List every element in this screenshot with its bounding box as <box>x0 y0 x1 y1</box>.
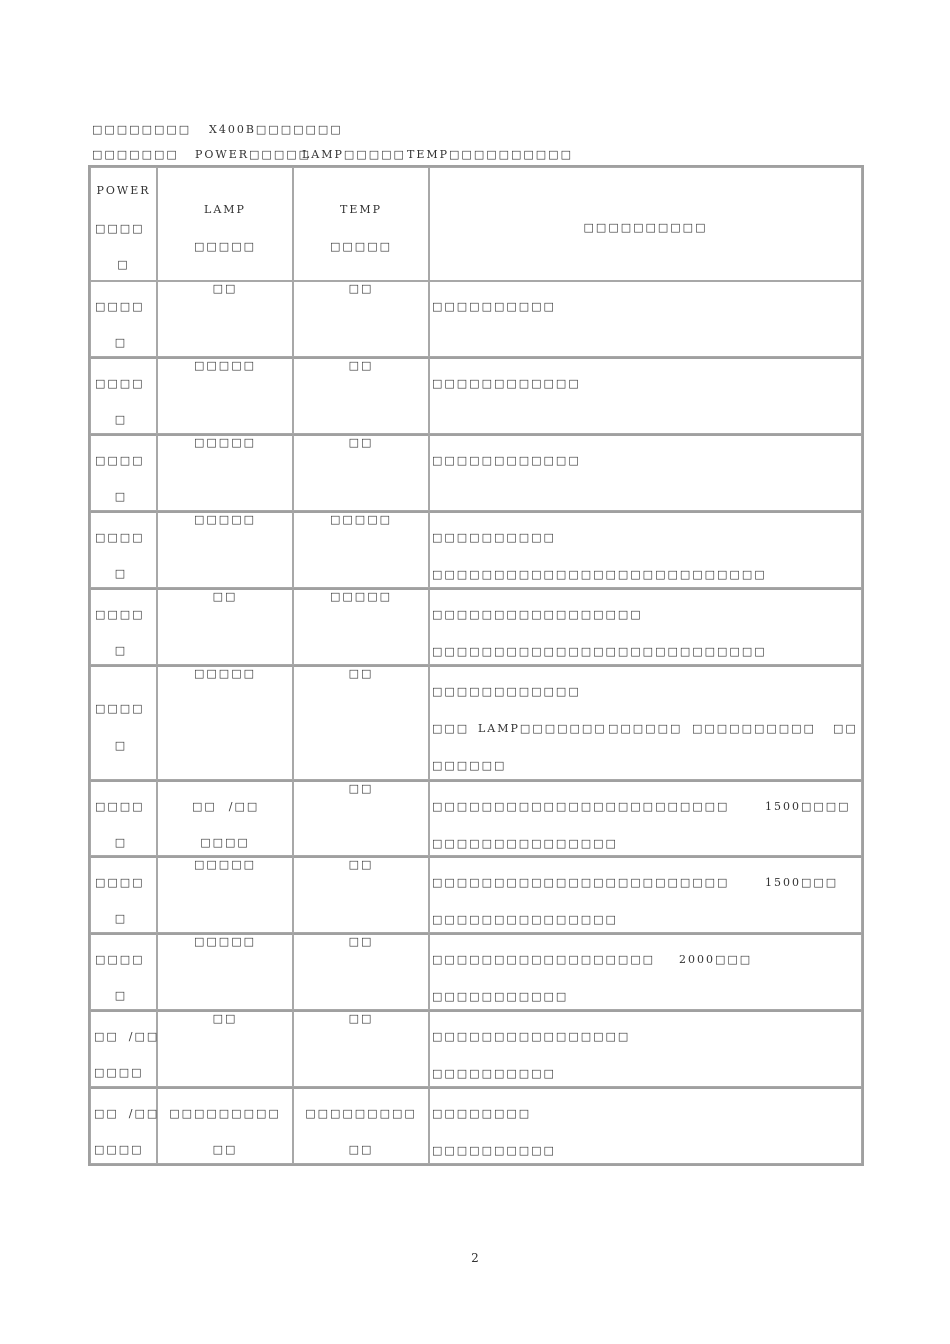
table-row <box>90 281 862 357</box>
power-status-end: □ <box>114 413 128 426</box>
page-number: 2 <box>471 1251 479 1265</box>
header-power-label: POWER <box>96 184 151 197</box>
power-status-end: □□□□ <box>94 1143 144 1156</box>
description-line-2: □□□□□□□□□□□ <box>432 990 569 1003</box>
description-line-1-hours: 2000□□□ <box>679 953 753 966</box>
description-line-1: □□□□□□□□□□□□□□□□□□□□□□□□ <box>432 876 730 889</box>
description-line-1: □□□□□□□□□□□□□□□□ <box>432 1030 631 1043</box>
description-line-2: □□□□□□□□□□□□□□□□□□□□□□□□□□□ <box>432 645 767 658</box>
temp-status: □□ <box>348 858 374 871</box>
description-line-2: □□□□□□□□□□□□□□□ <box>432 837 618 850</box>
power-status-sep: /□□ <box>128 1107 160 1120</box>
description-line-1-hours: 1500□□□□ <box>765 800 851 813</box>
header-line-2-lamp: LAMP□□□□□ <box>302 148 406 161</box>
header-line-2-text-a: □□□□□□□ <box>92 148 179 161</box>
header-lamp-sub: □□□□□ <box>194 240 256 253</box>
header-temp-cell <box>293 167 429 281</box>
header-power-sub2: □ <box>117 258 130 271</box>
table-row <box>90 780 862 856</box>
temp-status: □□ <box>348 935 374 948</box>
header-line-2-power: POWER□□□□□ <box>195 148 312 161</box>
power-status <box>94 1030 159 1043</box>
table-row <box>90 588 862 665</box>
lamp-status: □□□□□ <box>194 935 256 948</box>
description-line-2-e: □□ <box>833 722 858 735</box>
description-line-2-b: LAMP□□□□□□□ <box>478 722 607 735</box>
description-line-1-hours: 1500□□□ <box>765 876 839 889</box>
temp-status: □□□□□ <box>330 590 392 603</box>
description-line-1: □□□□□□□□□□ <box>432 300 556 313</box>
power-status-sep: /□□ <box>128 1030 160 1043</box>
power-status-end: □□□□ <box>94 1066 144 1079</box>
header-power-cell <box>90 167 157 281</box>
power-status-end: □ <box>114 567 128 580</box>
power-status-end: □ <box>114 336 128 349</box>
power-status: □□□□ <box>95 454 145 467</box>
temp-status: □□ <box>348 667 374 680</box>
power-status-end: □ <box>114 490 128 503</box>
temp-status-line-1: □□□□□□□□□ <box>305 1107 417 1120</box>
lamp-status-a: □□ <box>192 800 217 813</box>
temp-status-line-2: □□ <box>348 1143 374 1156</box>
description-line-1: □□□□□□□□□□□□□□□□□□□□□□□□ <box>432 800 730 813</box>
header-desc-label: □□□□□□□□□□ <box>583 221 708 234</box>
temp-status: □□ <box>348 782 374 795</box>
header-temp-sub: □□□□□ <box>330 240 392 253</box>
header-line-1-model: X400B□□□□□□□ <box>209 123 343 136</box>
lamp-status: □□□□□ <box>194 858 256 871</box>
temp-status: □□ <box>348 282 374 295</box>
description-line-2: □□□□□□□□□□ <box>432 1144 556 1157</box>
indicator-table <box>88 165 864 1166</box>
table-row <box>90 665 862 780</box>
lamp-status-line-2: □□□□ <box>200 836 250 849</box>
temp-status: □□ <box>348 1012 374 1025</box>
description-line-1: □□□□□□□□□□□□ <box>432 377 581 390</box>
lamp-status: □□ <box>212 282 238 295</box>
header-temp-label: TEMP <box>339 203 383 216</box>
lamp-status-sep: /□□ <box>228 800 260 813</box>
description-line-1: □□□□□□□□□□ <box>432 531 556 544</box>
description-line-1: □□□□□□□□□□□□ <box>432 454 581 467</box>
power-status: □□□□ <box>95 953 145 966</box>
description-line-2-c: □□□□□□ <box>608 722 683 735</box>
description-line-1: □□□□□□□□□□□□□□□□□□ <box>432 953 656 966</box>
description-line-2: □□□□□□□□□□□□□□□□□□□□□□□□□□□ <box>432 568 767 581</box>
description-line-2-d: □□□□□□□□□□ <box>692 722 816 735</box>
lamp-status: □□ <box>212 590 238 603</box>
description-line-1: □□□□□□□□□□□□ <box>432 685 581 698</box>
power-status <box>94 1107 159 1120</box>
header-lamp-label: LAMP <box>204 203 246 216</box>
temp-status: □□ <box>348 359 374 372</box>
temp-status: □□□□□ <box>330 513 392 526</box>
description-line-2: □□□□□□□□□□□□□□□ <box>432 913 618 926</box>
power-status-a: □□ <box>94 1030 119 1043</box>
power-status-end: □ <box>114 644 128 657</box>
power-status-end: □ <box>114 739 128 752</box>
power-status: □□□□ <box>95 608 145 621</box>
lamp-status-line-1 <box>192 800 259 813</box>
power-status-end: □ <box>114 836 128 849</box>
description-line-1: □□□□□□□□□□□□□□□□□ <box>432 608 643 621</box>
table-row <box>90 434 862 511</box>
lamp-status: □□□□□ <box>194 436 256 449</box>
power-status: □□□□ <box>95 702 145 715</box>
temp-status: □□ <box>348 436 374 449</box>
lamp-status-line-2: □□ <box>212 1143 238 1156</box>
lamp-status: □□ <box>212 1012 238 1025</box>
power-status: □□□□ <box>95 876 145 889</box>
power-status-end: □ <box>114 912 128 925</box>
lamp-status: □□□□□ <box>194 513 256 526</box>
power-status: □□□□ <box>95 800 145 813</box>
description-line-3: □□□□□□ <box>432 759 507 772</box>
table-row <box>90 511 862 588</box>
lamp-status: □□□□□ <box>194 359 256 372</box>
power-status-a: □□ <box>94 1107 119 1120</box>
table-header-row <box>90 167 862 281</box>
table-row <box>90 856 862 933</box>
table-row <box>90 1010 862 1087</box>
table-row <box>90 1087 862 1164</box>
power-status-end: □ <box>114 989 128 1002</box>
header-desc-cell <box>429 167 862 281</box>
table-row <box>90 933 862 1010</box>
power-status: □□□□ <box>95 300 145 313</box>
header-line-1-text-a: □□□□□□□□ <box>92 123 192 136</box>
description-line-2-a: □□□ <box>432 722 470 735</box>
description-line-2: □□□□□□□□□□ <box>432 1067 556 1080</box>
header-power-sub: □□□□ <box>95 222 145 235</box>
table-row <box>90 357 862 434</box>
power-status: □□□□ <box>95 377 145 390</box>
lamp-status-line-1: □□□□□□□□□ <box>169 1107 281 1120</box>
power-status: □□□□ <box>95 531 145 544</box>
header-lamp-cell <box>157 167 293 281</box>
description-line-1: □□□□□□□□ <box>432 1107 532 1120</box>
lamp-status: □□□□□ <box>194 667 256 680</box>
header-line-2-temp: TEMP□□□□□□□□□□ <box>407 148 573 161</box>
